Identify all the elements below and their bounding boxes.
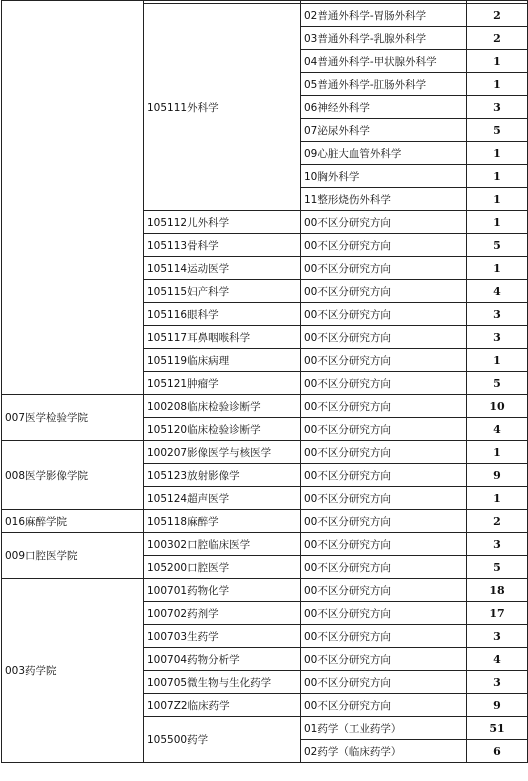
table-row [2, 533, 528, 556]
major-cell: 100703生药学 [144, 625, 301, 648]
college-cell: 008医学影像学院 [2, 441, 144, 510]
count-cell: 3 [467, 671, 528, 694]
college-cell: 003药学院 [2, 579, 144, 763]
count-cell: 1 [467, 441, 528, 464]
major-cell: 105113骨科学 [144, 234, 301, 257]
direction-cell: 00不区分研究方向 [301, 211, 467, 234]
table-row [2, 395, 528, 418]
count-cell: 1 [467, 165, 528, 188]
major-cell: 1007Z2临床药学 [144, 694, 301, 717]
count-cell: 3 [467, 625, 528, 648]
direction-cell: 00不区分研究方向 [301, 349, 467, 372]
count-cell: 1 [467, 487, 528, 510]
direction-cell: 00不区分研究方向 [301, 395, 467, 418]
direction-cell: 00不区分研究方向 [301, 579, 467, 602]
college-cell: 007医学检验学院 [2, 395, 144, 441]
direction-cell: 11整形烧伤外科学 [301, 188, 467, 211]
direction-cell: 00不区分研究方向 [301, 602, 467, 625]
major-cell: 105123放射影像学 [144, 464, 301, 487]
direction-cell: 00不区分研究方向 [301, 464, 467, 487]
count-cell: 9 [467, 694, 528, 717]
count-cell: 5 [467, 234, 528, 257]
major-cell: 105118麻醉学 [144, 510, 301, 533]
direction-cell: 00不区分研究方向 [301, 372, 467, 395]
count-cell: 3 [467, 303, 528, 326]
major-cell: 105112儿外科学 [144, 211, 301, 234]
direction-cell: 03普通外科学-乳腺外科学 [301, 27, 467, 50]
count-cell: 4 [467, 280, 528, 303]
direction-cell: 00不区分研究方向 [301, 487, 467, 510]
count-cell: 18 [467, 579, 528, 602]
direction-cell: 00不区分研究方向 [301, 533, 467, 556]
count-cell: 1 [467, 188, 528, 211]
count-cell: 5 [467, 556, 528, 579]
college-cell: 009口腔医学院 [2, 533, 144, 579]
direction-cell: 00不区分研究方向 [301, 671, 467, 694]
count-cell: 2 [467, 27, 528, 50]
direction-cell: 00不区分研究方向 [301, 257, 467, 280]
direction-cell: 00不区分研究方向 [301, 648, 467, 671]
major-cell: 105119临床病理 [144, 349, 301, 372]
count-cell: 2 [467, 510, 528, 533]
count-cell: 5 [467, 119, 528, 142]
direction-cell: 00不区分研究方向 [301, 441, 467, 464]
table-row [2, 579, 528, 602]
direction-cell: 00不区分研究方向 [301, 694, 467, 717]
direction-cell: 04普通外科学-甲状腺外科学 [301, 50, 467, 73]
major-cell: 105500药学 [144, 717, 301, 763]
count-cell: 17 [467, 602, 528, 625]
table-row [2, 510, 528, 533]
direction-cell: 00不区分研究方向 [301, 510, 467, 533]
major-cell: 100302口腔临床医学 [144, 533, 301, 556]
direction-cell: 10胸外科学 [301, 165, 467, 188]
count-cell: 3 [467, 326, 528, 349]
direction-cell: 02药学（临床药学） [301, 740, 467, 763]
direction-cell: 00不区分研究方向 [301, 234, 467, 257]
count-cell: 3 [467, 533, 528, 556]
spacer-cell [2, 1, 144, 395]
direction-cell: 00不区分研究方向 [301, 556, 467, 579]
count-cell: 9 [467, 464, 528, 487]
count-cell: 1 [467, 211, 528, 234]
direction-cell: 01药学（工业药学） [301, 717, 467, 740]
direction-cell: 09心脏大血管外科学 [301, 142, 467, 165]
count-cell: 2 [467, 4, 528, 27]
count-cell: 1 [467, 257, 528, 280]
major-cell: 100207影像医学与核医学 [144, 441, 301, 464]
direction-cell: 00不区分研究方向 [301, 280, 467, 303]
count-cell: 4 [467, 418, 528, 441]
major-cell: 105111外科学 [144, 4, 301, 211]
major-cell: 105121肿瘤学 [144, 372, 301, 395]
count-cell: 10 [467, 395, 528, 418]
count-cell: 51 [467, 717, 528, 740]
major-cell: 105114运动医学 [144, 257, 301, 280]
direction-cell: 00不区分研究方向 [301, 418, 467, 441]
count-cell: 3 [467, 96, 528, 119]
count-cell: 1 [467, 50, 528, 73]
direction-cell: 05普通外科学-肛肠外科学 [301, 73, 467, 96]
direction-cell: 02普通外科学-胃肠外科学 [301, 4, 467, 27]
direction-cell: 06神经外科学 [301, 96, 467, 119]
count-cell: 4 [467, 648, 528, 671]
table-row [2, 441, 528, 464]
major-cell: 100701药物化学 [144, 579, 301, 602]
count-cell: 5 [467, 372, 528, 395]
count-cell: 1 [467, 349, 528, 372]
direction-cell: 00不区分研究方向 [301, 303, 467, 326]
enrollment-table-body [2, 1, 528, 763]
major-cell: 100702药剂学 [144, 602, 301, 625]
major-cell: 105117耳鼻咽喉科学 [144, 326, 301, 349]
major-cell: 105116眼科学 [144, 303, 301, 326]
major-cell: 100208临床检验诊断学 [144, 395, 301, 418]
direction-cell: 00不区分研究方向 [301, 326, 467, 349]
count-cell: 6 [467, 740, 528, 763]
enrollment-table [1, 0, 528, 763]
college-cell: 016麻醉学院 [2, 510, 144, 533]
direction-cell: 00不区分研究方向 [301, 625, 467, 648]
direction-cell: 07泌尿外科学 [301, 119, 467, 142]
count-cell: 1 [467, 73, 528, 96]
major-cell: 105115妇产科学 [144, 280, 301, 303]
major-cell: 105200口腔医学 [144, 556, 301, 579]
major-cell: 100704药物分析学 [144, 648, 301, 671]
count-cell: 1 [467, 142, 528, 165]
major-cell: 100705微生物与生化药学 [144, 671, 301, 694]
major-cell: 105120临床检验诊断学 [144, 418, 301, 441]
major-cell: 105124超声医学 [144, 487, 301, 510]
